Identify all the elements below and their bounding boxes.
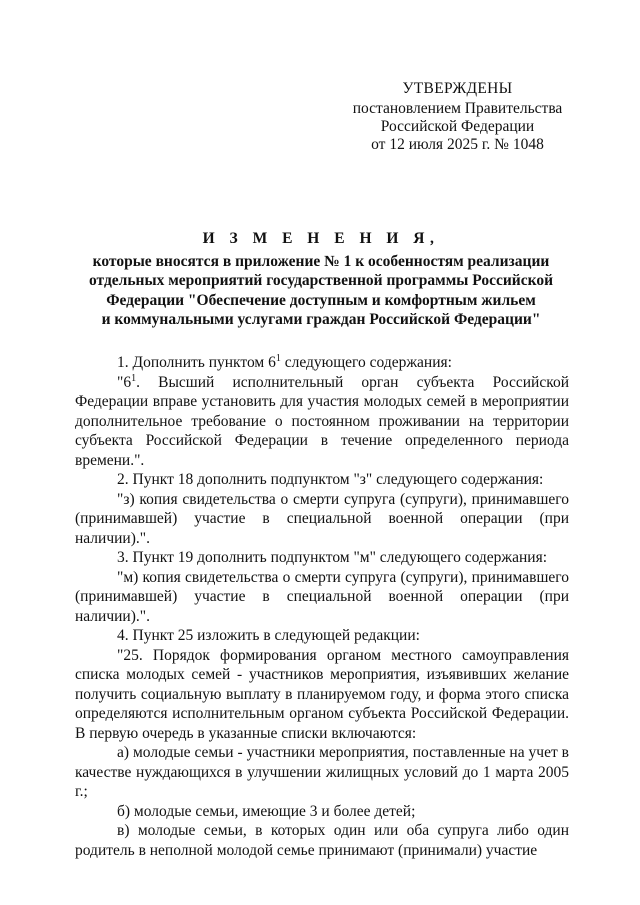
heading-line-4: и коммунальными услугами граждан Российской Федерации" xyxy=(101,311,541,328)
paragraph-2-start: "6 xyxy=(117,373,132,391)
paragraph-1 xyxy=(75,353,569,373)
heading-line-2: отдельных мероприятий государственной программы Российской xyxy=(88,272,554,289)
approval-line-2: Российской Федерации xyxy=(380,118,535,135)
paragraph-1-superscript: 1 xyxy=(275,352,281,364)
paragraph-8: "25. Порядок формирования органом местного самоуправления списка молодых семей - участников мероприятия, изъявивших желание получить социальную выплату в планируемом году, и форма этого списка определяются исполнительным органом субъекта Российской Федерации. В первую очередь в указанные списки включаются: xyxy=(75,646,569,742)
paragraph-3: 2. Пункт 18 дополнить подпунктом "з" следующего содержания: xyxy=(117,471,544,488)
document-heading xyxy=(60,229,582,330)
paragraph-6: "м) копия свидетельства о смерти супруга (супруги), принимавшего (принимавшей) участие в специальной военной операции (при наличии).". xyxy=(75,568,569,625)
paragraph-2-superscript: 1 xyxy=(131,372,137,384)
paragraph-1-end: следующего содержания: xyxy=(280,354,452,371)
paragraph-2 xyxy=(75,373,569,471)
paragraph-1-start: 1. Дополнить пунктом 6 xyxy=(117,354,276,371)
paragraph-10: б) молодые семьи, имеющие 3 и более детей; xyxy=(117,802,416,820)
heading-line-1: которые вносятся в приложение № 1 к особенностям реализации xyxy=(92,252,550,270)
heading-line-3: Федерации "Обеспечение доступным и комфортным жильем xyxy=(106,291,536,309)
paragraph-4: "з) копия свидетельства о смерти супруга (супруги), принимавшего (принимавшей) участие в специальной военной операции (при наличии).". xyxy=(75,490,569,547)
paragraph-7: 4. Пункт 25 изложить в следующей редакции: xyxy=(117,627,420,644)
paragraph-5: 3. Пункт 19 дополнить подпунктом "м" следующего содержания: xyxy=(117,549,548,566)
document-body xyxy=(75,353,569,860)
paragraph-2-end: . Высший исполнительный орган субъекта Российской Федерации вправе установить для участия молодых семей в мероприятии дополнительное требование о постоянном проживании на территории субъекта Российской Федерации в течение определенного периода времени.". xyxy=(75,373,569,469)
heading-title: И З М Е Н Е Н И Я, xyxy=(202,230,440,247)
paragraph-11: в) молодые семьи, в которых один или оба супруга либо один родитель в неполной молодой семье принимают (принимали) участие xyxy=(75,822,569,859)
paragraph-9: а) молодые семьи - участники мероприятия, поставленные на учет в качестве нуждающихся в улучшении жилищных условий до 1 марта 2005 г.; xyxy=(75,744,569,800)
approval-stamp xyxy=(320,80,595,154)
approval-line-3: от 12 июля 2025 г. № 1048 xyxy=(371,136,544,153)
approval-title: УТВЕРЖДЕНЫ xyxy=(402,80,513,97)
approval-line-1: постановлением Правительства xyxy=(352,100,563,117)
